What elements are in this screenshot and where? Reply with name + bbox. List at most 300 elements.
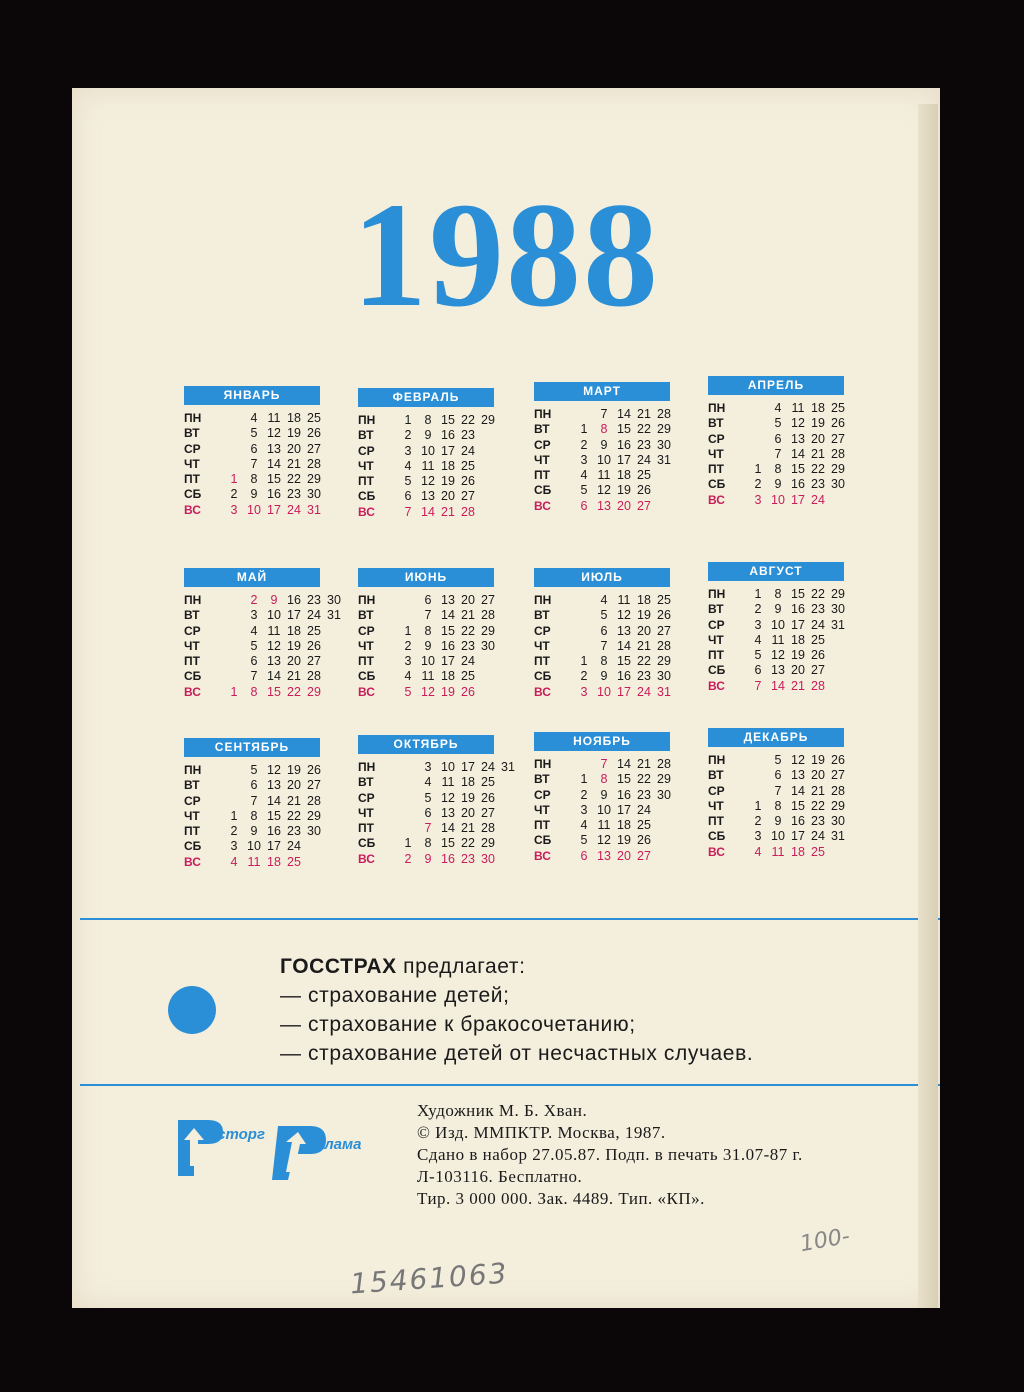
- day-cell: 18: [441, 669, 455, 684]
- day-cell: 27: [481, 593, 495, 607]
- day-name: ВС: [534, 684, 551, 699]
- week-row: [534, 772, 714, 787]
- day-name: ПН: [358, 760, 376, 774]
- month-2: [358, 388, 538, 520]
- day-cell: 29: [831, 587, 845, 601]
- day-cell: 5: [250, 426, 258, 441]
- day-cell: 10: [597, 452, 611, 467]
- day-cell: 3: [754, 492, 762, 507]
- day-name: СР: [534, 787, 551, 802]
- day-cell: 31: [657, 452, 671, 467]
- day-name: ЧТ: [184, 638, 200, 653]
- day-cell: 25: [461, 458, 475, 473]
- day-cell: 29: [307, 808, 321, 823]
- day-cell: 23: [287, 487, 301, 502]
- day-cell: 19: [441, 684, 455, 699]
- day-cell: 5: [580, 483, 588, 498]
- day-cell: 2: [580, 669, 588, 684]
- week-row: [708, 663, 888, 678]
- day-cell: 1: [404, 836, 412, 851]
- day-cell: 6: [580, 848, 588, 863]
- day-cell: 6: [250, 654, 258, 669]
- day-cell: 15: [441, 836, 455, 851]
- week-row: [358, 428, 538, 443]
- day-cell: 30: [831, 602, 845, 617]
- day-cell: 31: [831, 617, 845, 632]
- day-name: ВС: [184, 684, 201, 699]
- day-cell: 29: [307, 684, 321, 699]
- day-name: ЧТ: [708, 446, 724, 461]
- day-cell: 14: [421, 504, 435, 519]
- day-cell: 17: [287, 608, 301, 623]
- day-name: ВТ: [534, 422, 550, 437]
- day-name: СР: [534, 623, 551, 638]
- day-cell: [224, 593, 244, 608]
- day-name: СБ: [184, 487, 202, 502]
- day-cell: 16: [617, 669, 631, 684]
- day-cell: [224, 442, 244, 457]
- day-cell: 5: [774, 416, 782, 431]
- day-cell: 11: [441, 775, 455, 790]
- handwritten-inventory-number: 15461063: [349, 1256, 510, 1301]
- week-row: [708, 633, 888, 648]
- day-cell: 15: [617, 422, 631, 437]
- day-cell: 24: [287, 839, 301, 854]
- day-cell: 26: [657, 608, 671, 623]
- week-row: [534, 833, 714, 848]
- day-name: ВС: [708, 678, 725, 693]
- day-cell: 18: [441, 458, 455, 473]
- day-cell: 12: [791, 753, 805, 767]
- day-cell: 23: [287, 824, 301, 839]
- day-cell: 14: [441, 608, 455, 623]
- day-cell: [654, 833, 674, 848]
- day-cell: [828, 663, 848, 678]
- day-cell: [748, 447, 768, 462]
- day-cell: [828, 633, 848, 648]
- day-cell: 18: [287, 623, 301, 638]
- day-cell: 26: [481, 790, 495, 805]
- day-name: ПН: [184, 411, 202, 425]
- day-cell: 4: [424, 775, 432, 790]
- day-cell: 13: [267, 441, 281, 456]
- day-name: ВС: [358, 851, 375, 866]
- month-6: [358, 568, 538, 700]
- day-cell: 5: [774, 753, 782, 767]
- day-cell: 9: [600, 437, 608, 452]
- day-cell: 23: [811, 477, 825, 492]
- month-days: [184, 763, 364, 870]
- day-cell: 17: [791, 492, 805, 507]
- day-cell: 4: [580, 818, 588, 833]
- day-name: ПТ: [184, 824, 200, 839]
- day-cell: 19: [441, 474, 455, 489]
- day-cell: 30: [831, 814, 845, 829]
- day-cell: [574, 608, 594, 623]
- month-days: [534, 593, 714, 700]
- day-cell: 15: [617, 772, 631, 787]
- week-row: [184, 839, 364, 854]
- week-row: [534, 608, 714, 623]
- day-name: ПТ: [534, 818, 550, 833]
- day-cell: 7: [600, 638, 608, 653]
- day-cell: 24: [481, 760, 495, 774]
- day-name: ЧТ: [534, 802, 550, 817]
- day-cell: 28: [307, 669, 321, 684]
- day-cell: 8: [424, 836, 432, 851]
- day-cell: [224, 669, 244, 684]
- day-cell: 16: [791, 602, 805, 617]
- day-name: ПТ: [534, 468, 550, 483]
- week-row: [534, 407, 714, 422]
- week-row: [534, 453, 714, 468]
- day-cell: [654, 483, 674, 498]
- day-cell: 17: [441, 654, 455, 669]
- week-row: [358, 639, 538, 654]
- day-cell: 2: [404, 851, 412, 866]
- day-cell: 3: [754, 617, 762, 632]
- day-cell: 26: [637, 483, 651, 498]
- day-name: ПТ: [184, 654, 200, 669]
- month-5: [184, 568, 364, 700]
- week-row: [708, 753, 888, 768]
- day-name: ПН: [534, 407, 552, 421]
- day-cell: 22: [287, 684, 301, 699]
- day-cell: 27: [307, 441, 321, 456]
- day-cell: 17: [617, 802, 631, 817]
- day-name: ПТ: [708, 462, 724, 477]
- day-cell: 25: [307, 623, 321, 638]
- day-cell: 27: [461, 489, 475, 504]
- day-name: ПТ: [184, 472, 200, 487]
- week-row: [184, 654, 364, 669]
- bullet-dot: [168, 986, 216, 1034]
- month-days: [358, 413, 538, 520]
- month-days: [358, 593, 538, 700]
- day-name: ПН: [534, 757, 552, 771]
- week-row: [534, 685, 714, 700]
- week-row: [708, 845, 888, 860]
- handwritten-price: 100-: [798, 1223, 852, 1258]
- day-cell: [324, 654, 344, 669]
- day-cell: 3: [580, 802, 588, 817]
- day-cell: 7: [774, 783, 782, 798]
- day-cell: 6: [250, 441, 258, 456]
- day-cell: 10: [597, 802, 611, 817]
- month-9: [184, 738, 364, 870]
- day-cell: [498, 836, 518, 851]
- week-row: [184, 794, 364, 809]
- day-cell: 22: [637, 654, 651, 669]
- day-cell: 24: [811, 617, 825, 632]
- day-cell: 11: [267, 411, 281, 425]
- week-row: [534, 654, 714, 669]
- day-cell: 28: [657, 757, 671, 771]
- week-row: [358, 836, 538, 851]
- day-cell: 27: [831, 431, 845, 446]
- day-cell: 15: [791, 587, 805, 601]
- month-days: [708, 587, 888, 694]
- day-cell: 18: [811, 401, 825, 415]
- week-row: [184, 442, 364, 457]
- week-row: [534, 803, 714, 818]
- day-cell: 19: [287, 638, 301, 653]
- week-row: [708, 618, 888, 633]
- logo-text-left: осторг: [208, 1126, 265, 1143]
- day-cell: 28: [481, 608, 495, 623]
- month-days: [708, 401, 888, 508]
- day-cell: 11: [771, 632, 785, 647]
- day-cell: [478, 654, 498, 669]
- week-row: [184, 763, 364, 778]
- day-cell: [498, 791, 518, 806]
- day-cell: 23: [637, 437, 651, 452]
- day-cell: [654, 468, 674, 483]
- advert-block: [280, 952, 753, 1068]
- month-header: АВГУСТ: [708, 562, 844, 581]
- day-cell: 4: [580, 468, 588, 483]
- day-cell: [828, 648, 848, 663]
- day-name: ЧТ: [184, 456, 200, 471]
- divider-top: [80, 918, 940, 920]
- week-row: [358, 760, 538, 775]
- day-cell: 4: [404, 669, 412, 684]
- day-cell: [224, 457, 244, 472]
- day-cell: 9: [774, 602, 782, 617]
- day-cell: 6: [424, 805, 432, 820]
- day-cell: [574, 593, 594, 608]
- day-cell: 9: [774, 477, 782, 492]
- week-row: [534, 639, 714, 654]
- advert-line-2: — страхование к бракосочетанию;: [280, 1013, 636, 1036]
- day-cell: 5: [754, 648, 762, 663]
- day-cell: 30: [307, 824, 321, 839]
- day-cell: 12: [771, 648, 785, 663]
- day-name: СБ: [184, 839, 202, 854]
- day-cell: 24: [461, 443, 475, 458]
- month-7: [534, 568, 714, 700]
- day-cell: 20: [441, 489, 455, 504]
- day-cell: 18: [287, 411, 301, 425]
- day-name: СБ: [708, 663, 726, 678]
- week-row: [708, 648, 888, 663]
- day-name: СР: [358, 443, 375, 458]
- day-name: ЧТ: [358, 458, 374, 473]
- day-cell: 8: [774, 462, 782, 477]
- day-cell: [654, 849, 674, 864]
- day-cell: 22: [461, 413, 475, 427]
- day-cell: 8: [250, 808, 258, 823]
- day-cell: [478, 459, 498, 474]
- day-cell: 22: [287, 472, 301, 487]
- week-row: [184, 639, 364, 654]
- day-cell: 4: [600, 593, 608, 607]
- day-cell: 4: [404, 458, 412, 473]
- day-cell: 29: [481, 413, 495, 427]
- day-cell: 11: [791, 401, 805, 415]
- day-cell: [748, 768, 768, 783]
- day-cell: 23: [461, 428, 475, 443]
- day-cell: 20: [617, 848, 631, 863]
- day-cell: 29: [831, 462, 845, 477]
- week-row: [534, 593, 714, 608]
- day-cell: 6: [774, 431, 782, 446]
- day-cell: 12: [617, 608, 631, 623]
- week-row: [534, 422, 714, 437]
- day-cell: 22: [637, 422, 651, 437]
- day-cell: 9: [600, 787, 608, 802]
- week-row: [534, 438, 714, 453]
- day-cell: 9: [250, 487, 258, 502]
- day-name: СР: [184, 793, 201, 808]
- day-cell: 21: [637, 757, 651, 771]
- day-cell: 2: [754, 477, 762, 492]
- month-header: НОЯБРЬ: [534, 732, 670, 751]
- day-cell: 10: [247, 839, 261, 854]
- day-name: ВТ: [708, 416, 724, 431]
- day-cell: 10: [597, 684, 611, 699]
- day-name: ВТ: [534, 608, 550, 623]
- day-cell: 31: [307, 502, 321, 517]
- day-cell: 4: [250, 623, 258, 638]
- day-cell: 16: [441, 638, 455, 653]
- week-row: [358, 444, 538, 459]
- day-cell: [478, 669, 498, 684]
- day-cell: 24: [461, 654, 475, 669]
- day-cell: 21: [811, 783, 825, 798]
- week-row: [534, 483, 714, 498]
- day-cell: 23: [307, 593, 321, 607]
- day-cell: [574, 639, 594, 654]
- day-cell: 2: [250, 593, 258, 607]
- day-cell: 16: [287, 593, 301, 607]
- day-cell: 22: [637, 772, 651, 787]
- day-cell: 25: [811, 844, 825, 859]
- week-row: [358, 654, 538, 669]
- day-cell: 30: [657, 669, 671, 684]
- day-cell: 19: [617, 483, 631, 498]
- day-cell: 1: [404, 623, 412, 638]
- day-cell: 27: [481, 805, 495, 820]
- day-cell: 22: [461, 623, 475, 638]
- day-name: СР: [358, 623, 375, 638]
- day-cell: 20: [287, 778, 301, 793]
- day-cell: 20: [287, 441, 301, 456]
- day-cell: 5: [250, 763, 258, 777]
- day-cell: 28: [481, 821, 495, 836]
- week-row: [358, 624, 538, 639]
- day-cell: 27: [307, 654, 321, 669]
- day-cell: 10: [441, 760, 455, 774]
- advert-line-1: — страхование детей;: [280, 984, 510, 1007]
- day-cell: 9: [250, 824, 258, 839]
- day-cell: 25: [481, 775, 495, 790]
- day-cell: 1: [230, 472, 238, 487]
- day-name: ПТ: [708, 648, 724, 663]
- day-cell: 17: [267, 839, 281, 854]
- week-row: [708, 679, 888, 694]
- day-cell: [324, 639, 344, 654]
- week-row: [358, 459, 538, 474]
- day-cell: 7: [424, 821, 432, 836]
- day-cell: 9: [270, 593, 278, 607]
- day-cell: 26: [637, 833, 651, 848]
- day-cell: 1: [230, 808, 238, 823]
- day-cell: 29: [657, 772, 671, 787]
- day-cell: 13: [791, 431, 805, 446]
- day-cell: 21: [461, 821, 475, 836]
- day-cell: 31: [501, 760, 515, 774]
- day-cell: [398, 608, 418, 623]
- day-cell: 20: [461, 593, 475, 607]
- day-cell: 17: [267, 502, 281, 517]
- week-row: [534, 788, 714, 803]
- week-row: [708, 587, 888, 602]
- day-name: СБ: [358, 836, 376, 851]
- day-cell: 16: [267, 487, 281, 502]
- day-cell: 6: [600, 623, 608, 638]
- day-cell: 16: [617, 437, 631, 452]
- day-cell: 13: [791, 768, 805, 783]
- week-row: [184, 855, 364, 870]
- day-name: СБ: [358, 489, 376, 504]
- day-name: ЧТ: [534, 638, 550, 653]
- day-cell: [498, 852, 518, 867]
- day-cell: 20: [637, 623, 651, 638]
- day-cell: 14: [617, 757, 631, 771]
- day-cell: [398, 821, 418, 836]
- imprint-block: [417, 1100, 803, 1210]
- day-cell: 15: [791, 462, 805, 477]
- day-name: СБ: [708, 829, 726, 844]
- day-cell: 28: [307, 793, 321, 808]
- day-cell: 14: [267, 793, 281, 808]
- day-cell: [304, 839, 324, 854]
- day-cell: 28: [657, 638, 671, 653]
- day-name: СБ: [534, 669, 552, 684]
- day-cell: 8: [600, 422, 608, 437]
- day-cell: 23: [811, 814, 825, 829]
- day-cell: 27: [831, 768, 845, 783]
- day-cell: 7: [250, 669, 258, 684]
- week-row: [184, 411, 364, 426]
- day-cell: [828, 493, 848, 508]
- month-10: [358, 735, 538, 867]
- month-12: [708, 728, 888, 860]
- day-cell: [828, 845, 848, 860]
- day-cell: 3: [230, 502, 238, 517]
- day-cell: 14: [267, 456, 281, 471]
- week-row: [534, 468, 714, 483]
- day-cell: 1: [580, 772, 588, 787]
- day-cell: [498, 775, 518, 790]
- day-cell: [654, 499, 674, 514]
- day-cell: 19: [287, 763, 301, 777]
- day-cell: 19: [287, 426, 301, 441]
- day-cell: 14: [267, 669, 281, 684]
- day-cell: 16: [441, 428, 455, 443]
- day-cell: 18: [267, 854, 281, 869]
- day-cell: 2: [404, 428, 412, 443]
- day-cell: 15: [267, 472, 281, 487]
- day-cell: 26: [461, 684, 475, 699]
- day-cell: 6: [754, 663, 762, 678]
- day-cell: 24: [637, 452, 651, 467]
- day-name: СР: [708, 431, 725, 446]
- week-row: [708, 829, 888, 844]
- day-cell: 1: [754, 462, 762, 477]
- day-name: ПТ: [534, 654, 550, 669]
